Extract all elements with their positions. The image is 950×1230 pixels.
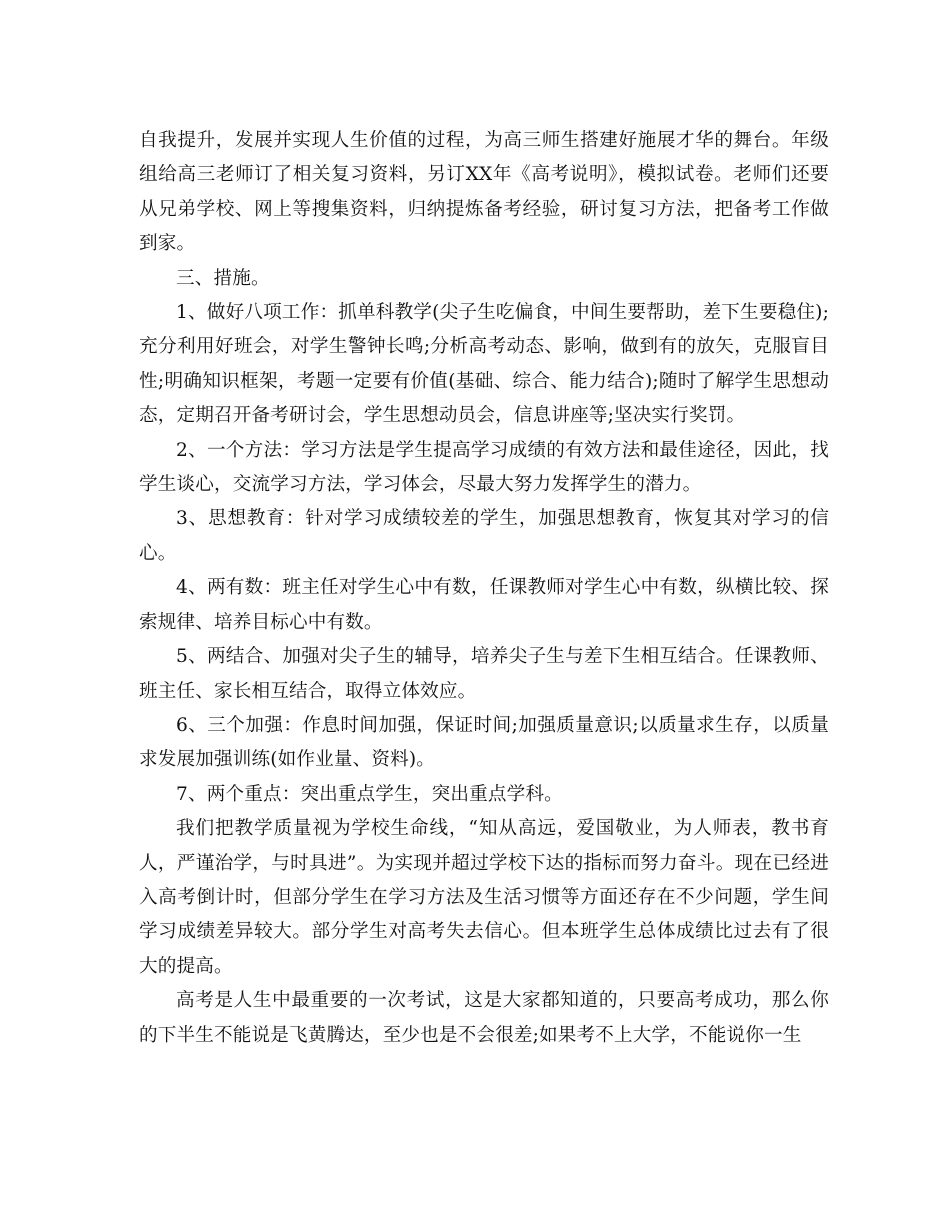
list-item-ideological-education: 3、思想教育：针对学习成绩较差的学生，加强思想教育，恢复其对学习的信心。 [139, 508, 829, 564]
list-item-one-method: 2、一个方法：学习方法是学生提高学习成绩的有效方法和最佳途径，因此，找学生谈心，交流学习方法，学习体会，尽最大努力发挥学生的潜力。 [139, 439, 829, 496]
section-heading-measures: 三、措施。 [176, 267, 270, 289]
list-item-two-awareness: 4、两有数：班主任对学生心中有数，任课教师对学生心中有数，纵横比较、探索规律、培养目标心中有数。 [139, 577, 829, 633]
paragraph-gaokao-importance: 高考是人生中最重要的一次考试，这是大家都知道的，只要高考成功，那么你的下半生不能说是飞黄腾达，至少也是不会很差;如果考不上大学，不能说你一生 [139, 990, 829, 1046]
list-item-two-focuses: 7、两个重点：突出重点学生，突出重点学科。 [176, 783, 563, 805]
list-item-eight-tasks: 1、做好八项工作：抓单科教学(尖子生吃偏食，中间生要帮助，差下生要稳住);充分利用好班会，对学生警钟长鸣;分析高考动态、影响，做到有的放矢，克服盲目性;明确知识框架，考题一定要有价值(基础、综合、能力结合);随时了解学生思想动态，定期召开备考研讨会，学生思想动员会，信息讲座等;坚决实行奖罚。 [139, 302, 829, 427]
paragraph-teaching-quality: 我们把教学质量视为学校生命线，“知从高远，爱国敬业，为人师表，教书育人，严谨治学，与时具进”。为实现并超过学校下达的指标而努力奋斗。现在已经进入高考倒计时，但部分学生在学习方法及生活习惯等方面还存在不少问题，学生间学习成绩差异较大。部分学生对高考失去信心。但本班学生总体成绩比过去有了很大的提高。 [139, 818, 829, 977]
list-item-three-strengthenings: 6、三个加强：作息时间加强，保证时间;加强质量意识;以质量求生存，以质量求发展加强训练(如作业量、资料)。 [139, 714, 829, 771]
list-item-two-combinations: 5、两结合、加强对尖子生的辅导，培养尖子生与差下生相互结合。任课教师、班主任、家长相互结合，取得立体效应。 [139, 646, 829, 702]
document-body [139, 124, 829, 1053]
paragraph-continuation: 自我提升，发展并实现人生价值的过程，为高三师生搭建好施展才华的舞台。年级组给高三老师订了相关复习资料，另订XX年《高考说明》，模拟试卷。老师们还要从兄弟学校、网上等搜集资料，归纳提炼备考经验，研讨复习方法，把备考工作做到家。 [139, 130, 829, 255]
